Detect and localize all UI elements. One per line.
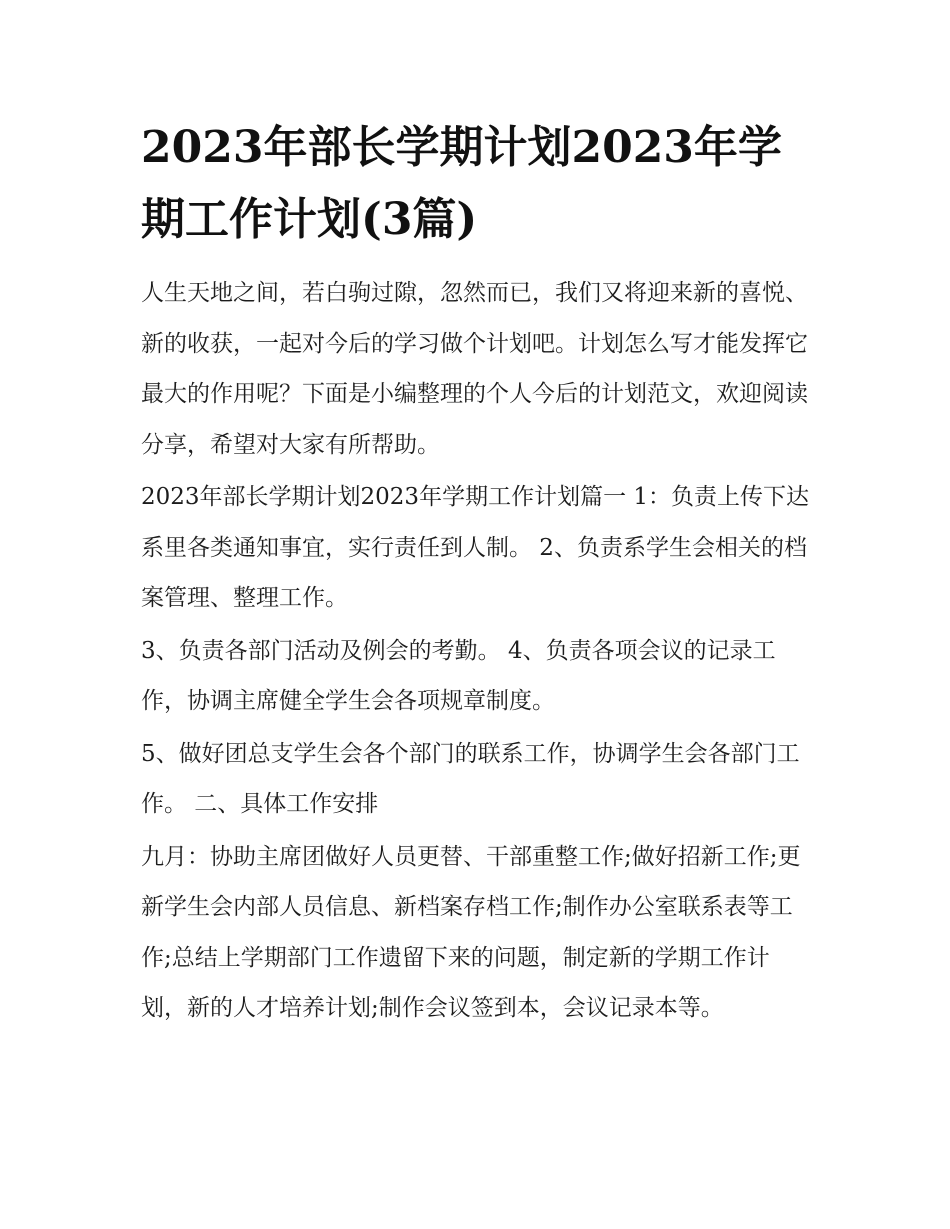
body-paragraph: 九月：协助主席团做好人员更替、干部重整工作;做好招新工作;更新学生会内部人员信息、新档案存档工作;制作办公室联系表等工作;总结上学期部门工作遗留下来的问题，制定新的学期工作计划，新的人才培养计划;制作会议签到本，会议记录本等。: [141, 843, 801, 1021]
body-paragraph: 5、做好团总支学生会各个部门的联系工作，协调学生会各部门工作。 二、具体工作安排: [141, 740, 800, 817]
document-body: [141, 112, 813, 1036]
document-title: 2023年部长学期计划2023年学期工作计划(3篇): [141, 122, 782, 245]
intro-paragraph: 人生天地之间，若白驹过隙，忽然而已，我们又将迎来新的喜悦、新的收获，一起对今后的学习做个计划吧。计划怎么写才能发挥它最大的作用呢？下面是小编整理的个人今后的计划范文，欢迎阅读分享，希望对大家有所帮助。: [141, 280, 808, 458]
body-paragraph: 3、负责各部门活动及例会的考勤。 4、负责各项会议的记录工作，协调主席健全学生会各项规章制度。: [141, 637, 776, 714]
body-paragraph: 2023年部长学期计划2023年学期工作计划篇一 1：负责上传下达系里各类通知事宜，实行责任到人制。 2、负责系学生会相关的档案管理、整理工作。: [141, 484, 810, 611]
